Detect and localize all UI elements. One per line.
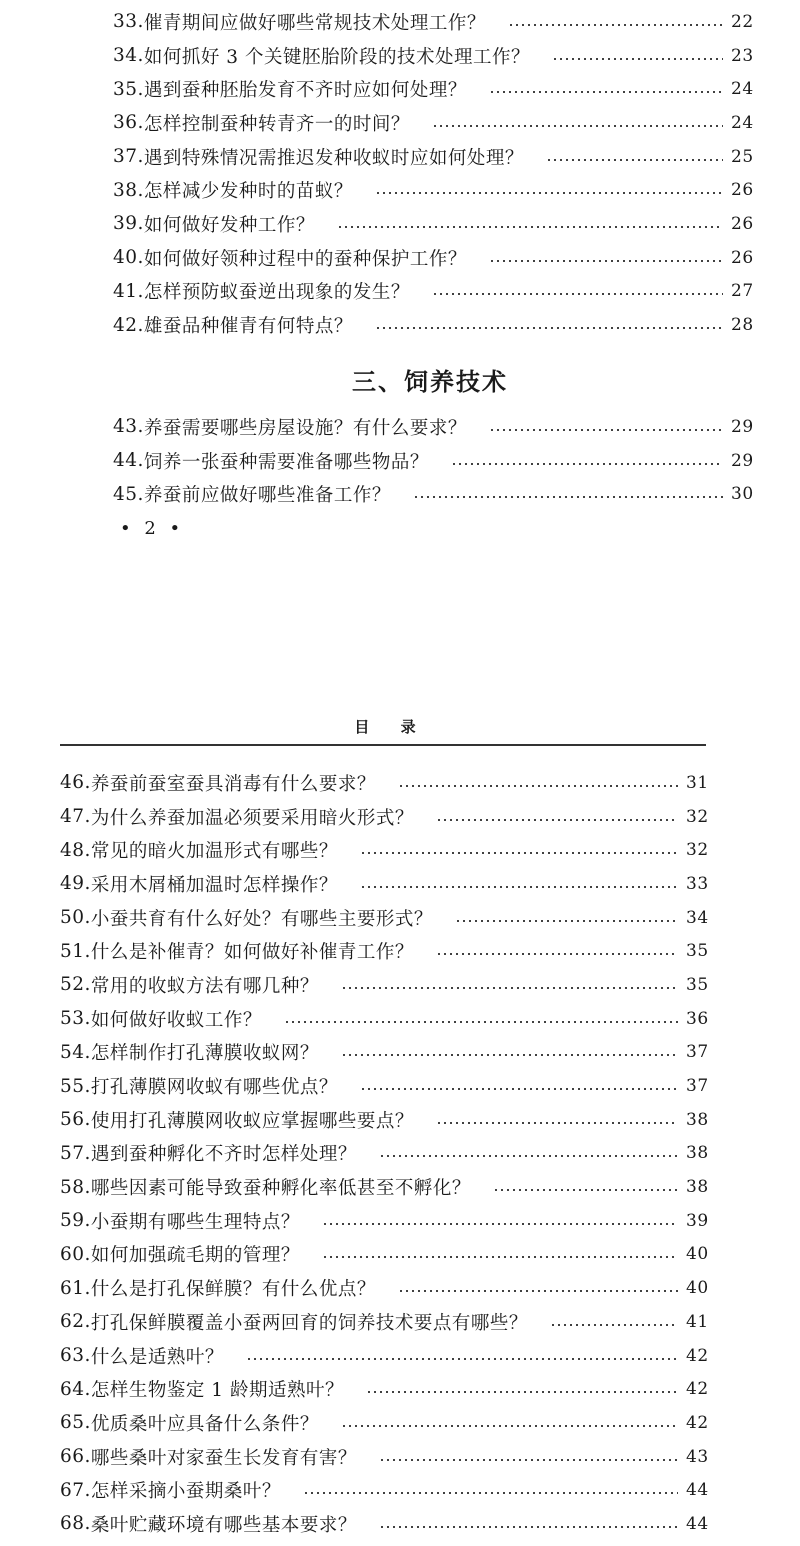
entry-number: 44.: [113, 450, 144, 472]
entry-title: 养蚕需要哪些房屋设施？有什么要求？: [143, 417, 467, 439]
entry-number: 55.: [60, 1075, 91, 1097]
entry-page-number: 38: [686, 1109, 709, 1130]
dot-leader: [379, 1153, 678, 1159]
entry-page-number: 31: [686, 772, 709, 793]
toc-entry: [113, 308, 753, 342]
entry-title: 优质桑叶应具备什么条件？: [90, 1413, 319, 1435]
entry-title: 遇到蚕种孵化不齐时怎样处理？: [90, 1144, 357, 1166]
dot-leader: [284, 1019, 678, 1025]
dot-leader: [341, 1052, 678, 1058]
toc-entry: [60, 1036, 708, 1070]
entry-number: 50.: [60, 907, 91, 929]
entry-number: 53.: [60, 1008, 91, 1030]
entry-title: 使用打孔薄膜网收蚁应掌握哪些要点？: [90, 1110, 414, 1132]
dot-leader: [436, 1120, 678, 1126]
entry-page-number: 40: [686, 1244, 709, 1265]
toc-entry: [60, 1473, 708, 1507]
entry-number: 51.: [60, 940, 91, 962]
running-header: 目 录: [354, 718, 416, 736]
entry-page-number: 26: [731, 247, 754, 268]
entry-number: 54.: [60, 1041, 91, 1063]
dot-leader: [379, 1457, 678, 1463]
entry-number: 33.: [113, 11, 144, 33]
entry-number: 47.: [60, 806, 91, 828]
entry-number: 66.: [60, 1446, 91, 1468]
page-number-marker: • 2 •: [120, 518, 185, 539]
entry-title: 常用的收蚁方法有哪几种？: [90, 975, 319, 997]
toc-entry: [60, 901, 708, 935]
entry-page-number: 25: [731, 146, 754, 167]
dot-leader: [451, 461, 723, 467]
toc-entry: [60, 1069, 708, 1103]
entry-title: 怎样生物鉴定 1 龄期适熟叶？: [90, 1380, 344, 1402]
entry-page-number: 27: [731, 281, 754, 302]
entry-page-number: 38: [686, 1177, 709, 1198]
toc-entry: [60, 1103, 708, 1137]
toc-list-upper: [113, 5, 753, 342]
toc-entry: [60, 1204, 708, 1238]
entry-page-number: 34: [686, 907, 709, 928]
entry-title: 什么是打孔保鲜膜？有什么优点？: [90, 1279, 376, 1301]
dot-leader: [375, 325, 723, 331]
entry-number: 62.: [60, 1311, 91, 1333]
entry-title: 哪些桑叶对家蚕生长发育有害？: [90, 1447, 357, 1469]
entry-title: 如何加强疏毛期的管理？: [90, 1245, 300, 1267]
entry-title: 打孔薄膜网收蚁有哪些优点？: [90, 1077, 338, 1099]
entry-title: 雄蚕品种催青有何特点？: [143, 316, 353, 338]
dot-leader: [493, 1187, 678, 1193]
entry-number: 52.: [60, 974, 91, 996]
toc-entry: [60, 1372, 708, 1406]
dot-leader: [413, 494, 723, 500]
dot-leader: [322, 1221, 678, 1227]
entry-number: 45.: [113, 483, 144, 505]
dot-leader: [432, 291, 723, 297]
entry-title: 哪些因素可能导致蚕种孵化率低甚至不孵化？: [90, 1178, 471, 1200]
dot-leader: [360, 1086, 678, 1092]
entry-number: 40.: [113, 247, 144, 269]
entry-number: 36.: [113, 112, 144, 134]
entry-title: 怎样采摘小蚕期桑叶？: [90, 1481, 281, 1503]
entry-number: 63.: [60, 1345, 91, 1367]
toc-entry: [60, 1002, 708, 1036]
entry-title: 为什么养蚕加温必须要采用暗火形式？: [90, 807, 414, 829]
entry-number: 42.: [113, 314, 144, 336]
toc-entry: [113, 5, 753, 39]
toc-entry: [113, 207, 753, 241]
dot-leader: [360, 850, 678, 856]
toc-list-lower: [60, 766, 708, 1541]
entry-page-number: 32: [686, 840, 709, 861]
entry-number: 49.: [60, 873, 91, 895]
dot-leader: [455, 918, 678, 924]
dot-leader: [246, 1356, 678, 1362]
entry-number: 58.: [60, 1176, 91, 1198]
entry-number: 56.: [60, 1109, 91, 1131]
entry-page-number: 37: [686, 1042, 709, 1063]
entry-number: 68.: [60, 1513, 91, 1535]
entry-page-number: 30: [731, 484, 754, 505]
dot-leader: [322, 1254, 678, 1260]
entry-title: 打孔保鲜膜覆盖小蚕两回育的饲养技术要点有哪些？: [90, 1312, 528, 1334]
dot-leader: [360, 884, 678, 890]
dot-leader: [508, 22, 723, 28]
entry-number: 39.: [113, 213, 144, 235]
entry-page-number: 38: [686, 1143, 709, 1164]
entry-title: 桑叶贮藏环境有哪些基本要求？: [90, 1514, 357, 1536]
entry-title: 遇到特殊情况需推迟发种收蚁时应如何处理？: [143, 147, 524, 169]
entry-page-number: 33: [686, 873, 709, 894]
dot-leader: [489, 89, 723, 95]
entry-title: 养蚕前应做好哪些准备工作？: [143, 485, 391, 507]
entry-number: 43.: [113, 416, 144, 438]
entry-page-number: 35: [686, 974, 709, 995]
dot-leader: [398, 783, 678, 789]
entry-page-number: 37: [686, 1076, 709, 1097]
entry-page-number: 29: [731, 450, 754, 471]
toc-entry: [113, 275, 753, 309]
toc-entry: [60, 1507, 708, 1541]
entry-number: 41.: [113, 280, 144, 302]
toc-entry: [113, 410, 753, 444]
dot-leader: [398, 1288, 678, 1294]
entry-number: 48.: [60, 839, 91, 861]
dot-leader: [489, 427, 723, 433]
entry-title: 常见的暗火加温形式有哪些？: [90, 841, 338, 863]
toc-list-section: [113, 410, 753, 511]
entry-title: 小蚕共育有什么好处？有哪些主要形式？: [90, 908, 433, 930]
dot-leader: [341, 1423, 678, 1429]
entry-page-number: 35: [686, 941, 709, 962]
entry-title: 怎样控制蚕种转青齐一的时间？: [143, 113, 410, 135]
entry-page-number: 24: [731, 79, 754, 100]
toc-entry: [60, 800, 708, 834]
dot-leader: [550, 1322, 678, 1328]
header-rule: [60, 744, 706, 746]
toc-entry: [60, 1440, 708, 1474]
toc-entry: [60, 934, 708, 968]
dot-leader: [436, 817, 678, 823]
toc-entry: [60, 1238, 708, 1272]
toc-entry: [60, 1339, 708, 1373]
entry-title: 什么是补催青？如何做好补催青工作？: [90, 942, 414, 964]
entry-page-number: 41: [686, 1311, 709, 1332]
entry-number: 67.: [60, 1479, 91, 1501]
dot-leader: [436, 951, 678, 957]
entry-number: 38.: [113, 179, 144, 201]
entry-page-number: 44: [686, 1480, 709, 1501]
dot-leader: [366, 1389, 678, 1395]
toc-entry: [113, 140, 753, 174]
toc-entry: [60, 766, 708, 800]
toc-entry: [60, 1137, 708, 1171]
dot-leader: [552, 56, 723, 62]
entry-page-number: 23: [731, 45, 754, 66]
entry-page-number: 28: [731, 315, 754, 336]
entry-page-number: 40: [686, 1278, 709, 1299]
entry-number: 46.: [60, 772, 91, 794]
entry-page-number: 26: [731, 213, 754, 234]
toc-entry: [60, 867, 708, 901]
entry-page-number: 43: [686, 1446, 709, 1467]
entry-title: 如何做好发种工作？: [143, 214, 315, 236]
entry-page-number: 24: [731, 112, 754, 133]
entry-number: 64.: [60, 1378, 91, 1400]
entry-title: 怎样减少发种时的苗蚁？: [143, 181, 353, 203]
section-heading: 三、饲养技术: [352, 368, 508, 396]
entry-number: 59.: [60, 1210, 91, 1232]
dot-leader: [341, 985, 678, 991]
entry-title: 如何做好收蚁工作？: [90, 1009, 262, 1031]
entry-title: 什么是适熟叶？: [90, 1346, 224, 1368]
toc-entry: [113, 72, 753, 106]
entry-title: 采用木屑桶加温时怎样操作？: [90, 874, 338, 896]
toc-entry: [113, 39, 753, 73]
entry-page-number: 42: [686, 1412, 709, 1433]
toc-entry: [60, 833, 708, 867]
dot-leader: [379, 1524, 678, 1530]
entry-page-number: 42: [686, 1345, 709, 1366]
entry-number: 61.: [60, 1277, 91, 1299]
entry-title: 怎样预防蚁蚕逆出现象的发生？: [143, 282, 410, 304]
entry-title: 小蚕期有哪些生理特点？: [90, 1211, 300, 1233]
toc-entry: [113, 241, 753, 275]
toc-entry: [113, 444, 753, 478]
entry-title: 饲养一张蚕种需要准备哪些物品？: [143, 451, 429, 473]
entry-page-number: 42: [686, 1379, 709, 1400]
entry-number: 34.: [113, 45, 144, 67]
entry-title: 催青期间应做好哪些常规技术处理工作？: [143, 12, 486, 34]
entry-number: 57.: [60, 1142, 91, 1164]
entry-page-number: 29: [731, 416, 754, 437]
toc-entry: [60, 1271, 708, 1305]
entry-title: 养蚕前蚕室蚕具消毒有什么要求？: [90, 773, 376, 795]
entry-title: 如何做好领种过程中的蚕种保护工作？: [143, 248, 467, 270]
toc-entry: [60, 1170, 708, 1204]
entry-page-number: 44: [686, 1513, 709, 1534]
entry-page-number: 32: [686, 806, 709, 827]
entry-page-number: 39: [686, 1210, 709, 1231]
entry-title: 遇到蚕种胚胎发育不齐时应如何处理？: [143, 80, 467, 102]
entry-number: 65.: [60, 1412, 91, 1434]
dot-leader: [337, 224, 723, 230]
entry-page-number: 22: [731, 11, 754, 32]
dot-leader: [375, 190, 723, 196]
entry-title: 如何抓好 3 个关键胚胎阶段的技术处理工作？: [143, 46, 530, 68]
entry-number: 35.: [113, 78, 144, 100]
toc-entry: [113, 173, 753, 207]
toc-entry: [60, 968, 708, 1002]
entry-title: 怎样制作打孔薄膜收蚁网？: [90, 1043, 319, 1065]
dot-leader: [546, 157, 723, 163]
entry-page-number: 36: [686, 1008, 709, 1029]
toc-entry: [60, 1305, 708, 1339]
dot-leader: [303, 1490, 678, 1496]
entry-page-number: 26: [731, 180, 754, 201]
dot-leader: [489, 258, 723, 264]
entry-number: 37.: [113, 146, 144, 168]
toc-entry: [113, 106, 753, 140]
entry-number: 60.: [60, 1243, 91, 1265]
toc-entry: [60, 1406, 708, 1440]
toc-entry: [113, 477, 753, 511]
dot-leader: [432, 123, 723, 129]
